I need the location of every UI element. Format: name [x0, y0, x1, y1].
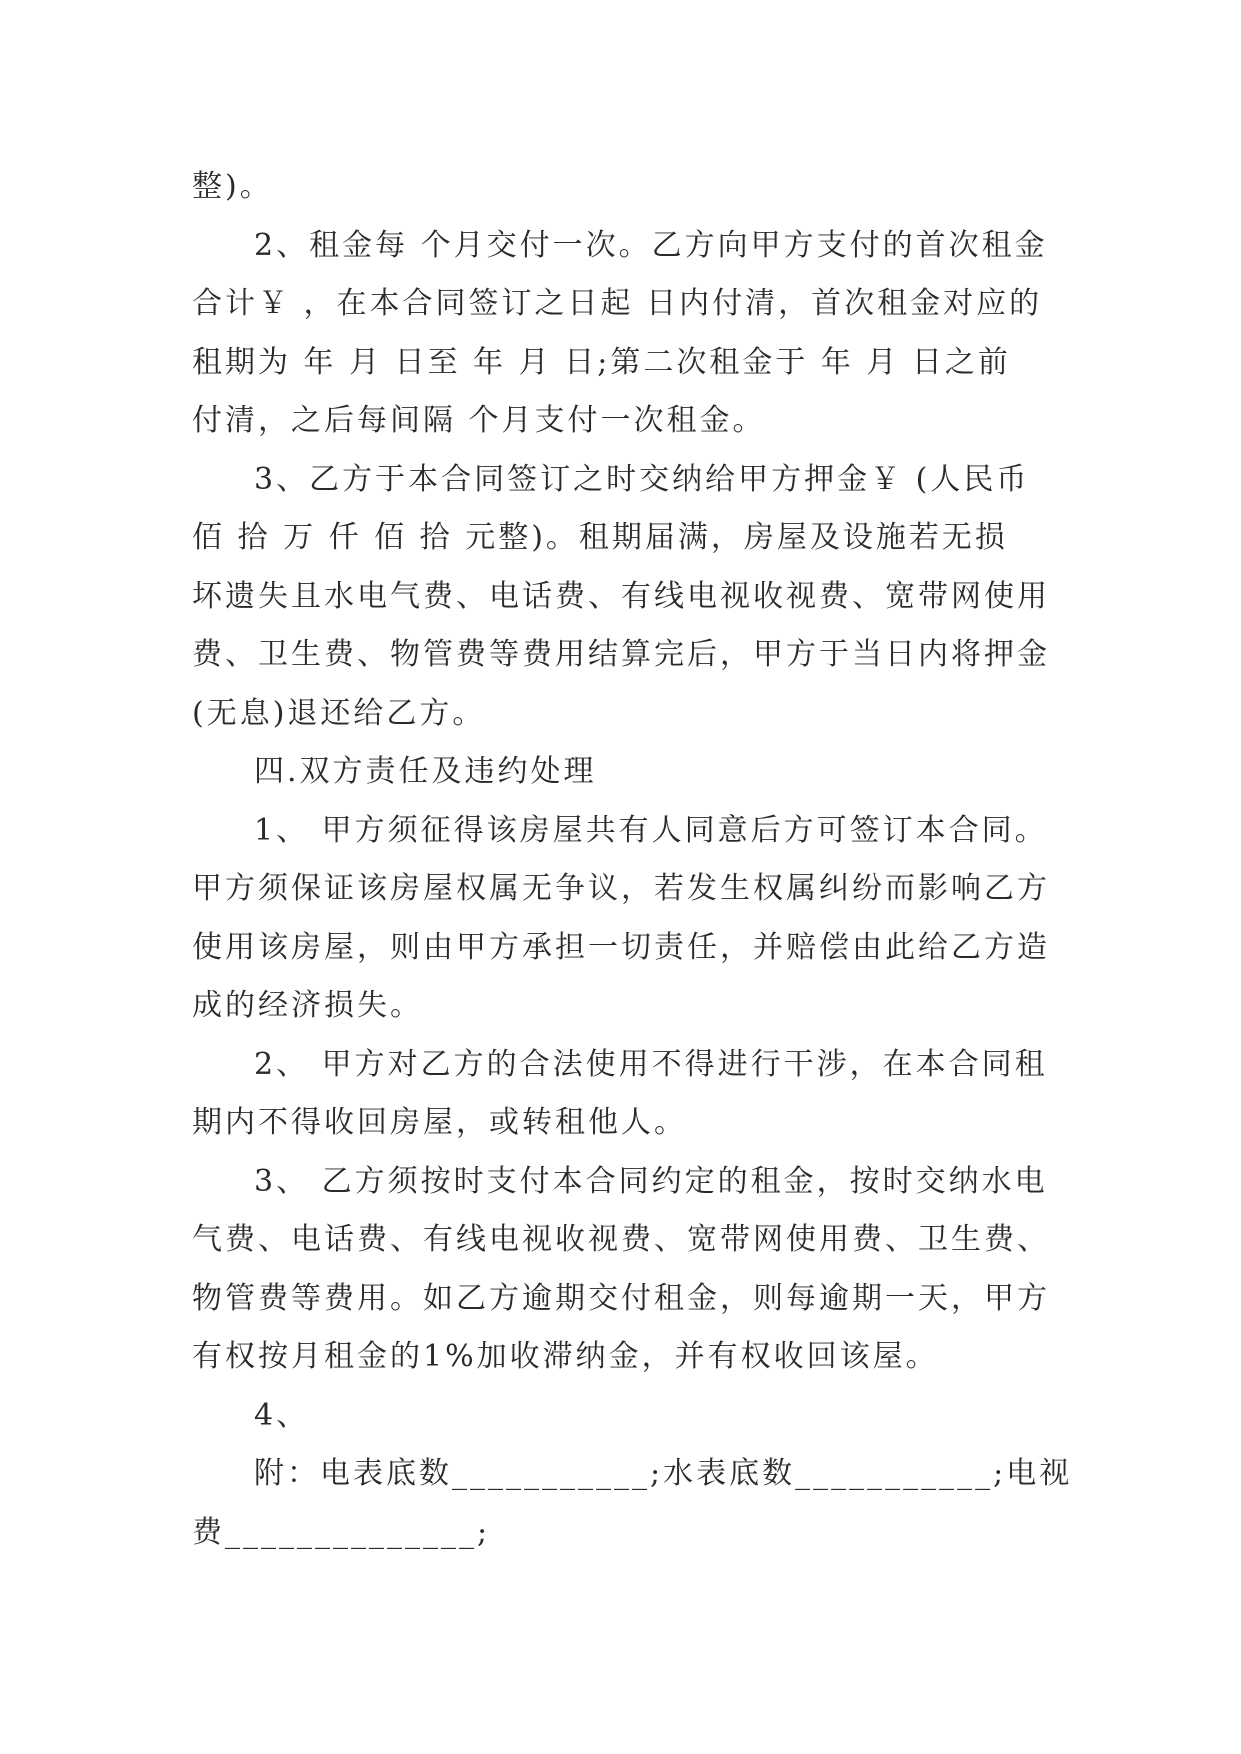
- text-line: 佰 拾 万 仟 佰 拾 元整)。租期届满，房屋及设施若无损: [192, 520, 1008, 555]
- text-line: 期内不得收回房屋，或转租他人。: [192, 1105, 687, 1140]
- text-line: 费______________;: [192, 1514, 491, 1550]
- text-line: 物管费等费用。如乙方逾期交付租金，则每逾期一天，甲方: [192, 1280, 1050, 1316]
- text-line: 坏遗失且水电气费、电话费、有线电视收视费、宽带网使用: [192, 578, 1050, 614]
- clause-lessee-payment: 3、 乙方须按时支付本合同约定的租金，按时交纳水电: [254, 1163, 1048, 1199]
- text-line: 甲方须保证该房屋权属无争议，若发生权属纠纷而影响乙方: [192, 871, 1050, 906]
- text-line: 气费、电话费、有线电视收视费、宽带网使用费、卫生费、: [192, 1222, 1050, 1257]
- clause-no-interference: 2、 甲方对乙方的合法使用不得进行干涉，在本合同租: [254, 1046, 1048, 1082]
- contract-body: [192, 158, 1073, 1562]
- text-line: 付清，之后每间隔 个月支付一次租金。: [192, 403, 766, 438]
- clause-deposit: 3、乙方于本合同签订之时交纳给甲方押金￥ (人民币: [254, 461, 1030, 497]
- section-heading: 四.双方责任及违约处理: [254, 754, 597, 789]
- clause-rent-payment: 2、租金每 个月交付一次。乙方向甲方支付的首次租金: [254, 227, 1048, 263]
- text-line: 租期为 年 月 日至 年 月 日;第二次租金于 年 月 日之前: [192, 344, 1011, 380]
- text-line: 使用该房屋，则由甲方承担一切责任，并赔偿由此给乙方造: [192, 929, 1050, 965]
- text-line: (无息)退还给乙方。: [192, 695, 486, 731]
- text-line: 成的经济损失。: [192, 988, 423, 1023]
- clause-lessor-consent: 1、 甲方须征得该房屋共有人同意后方可签订本合同。: [254, 812, 1048, 848]
- clause-four: 4、: [254, 1397, 310, 1433]
- text-line: 费、卫生费、物管费等费用结算完后，甲方于当日内将押金: [192, 637, 1050, 672]
- text-line: 合计￥ ，在本合同签订之日起 日内付清，首次租金对应的: [192, 286, 1043, 321]
- meter-readings-line: 附：电表底数___________;水表底数___________;电视: [254, 1456, 1073, 1491]
- text-line: 整)。: [192, 169, 273, 204]
- text-line: 有权按月租金的1%加收滞纳金，并有权收回该屋。: [192, 1339, 939, 1374]
